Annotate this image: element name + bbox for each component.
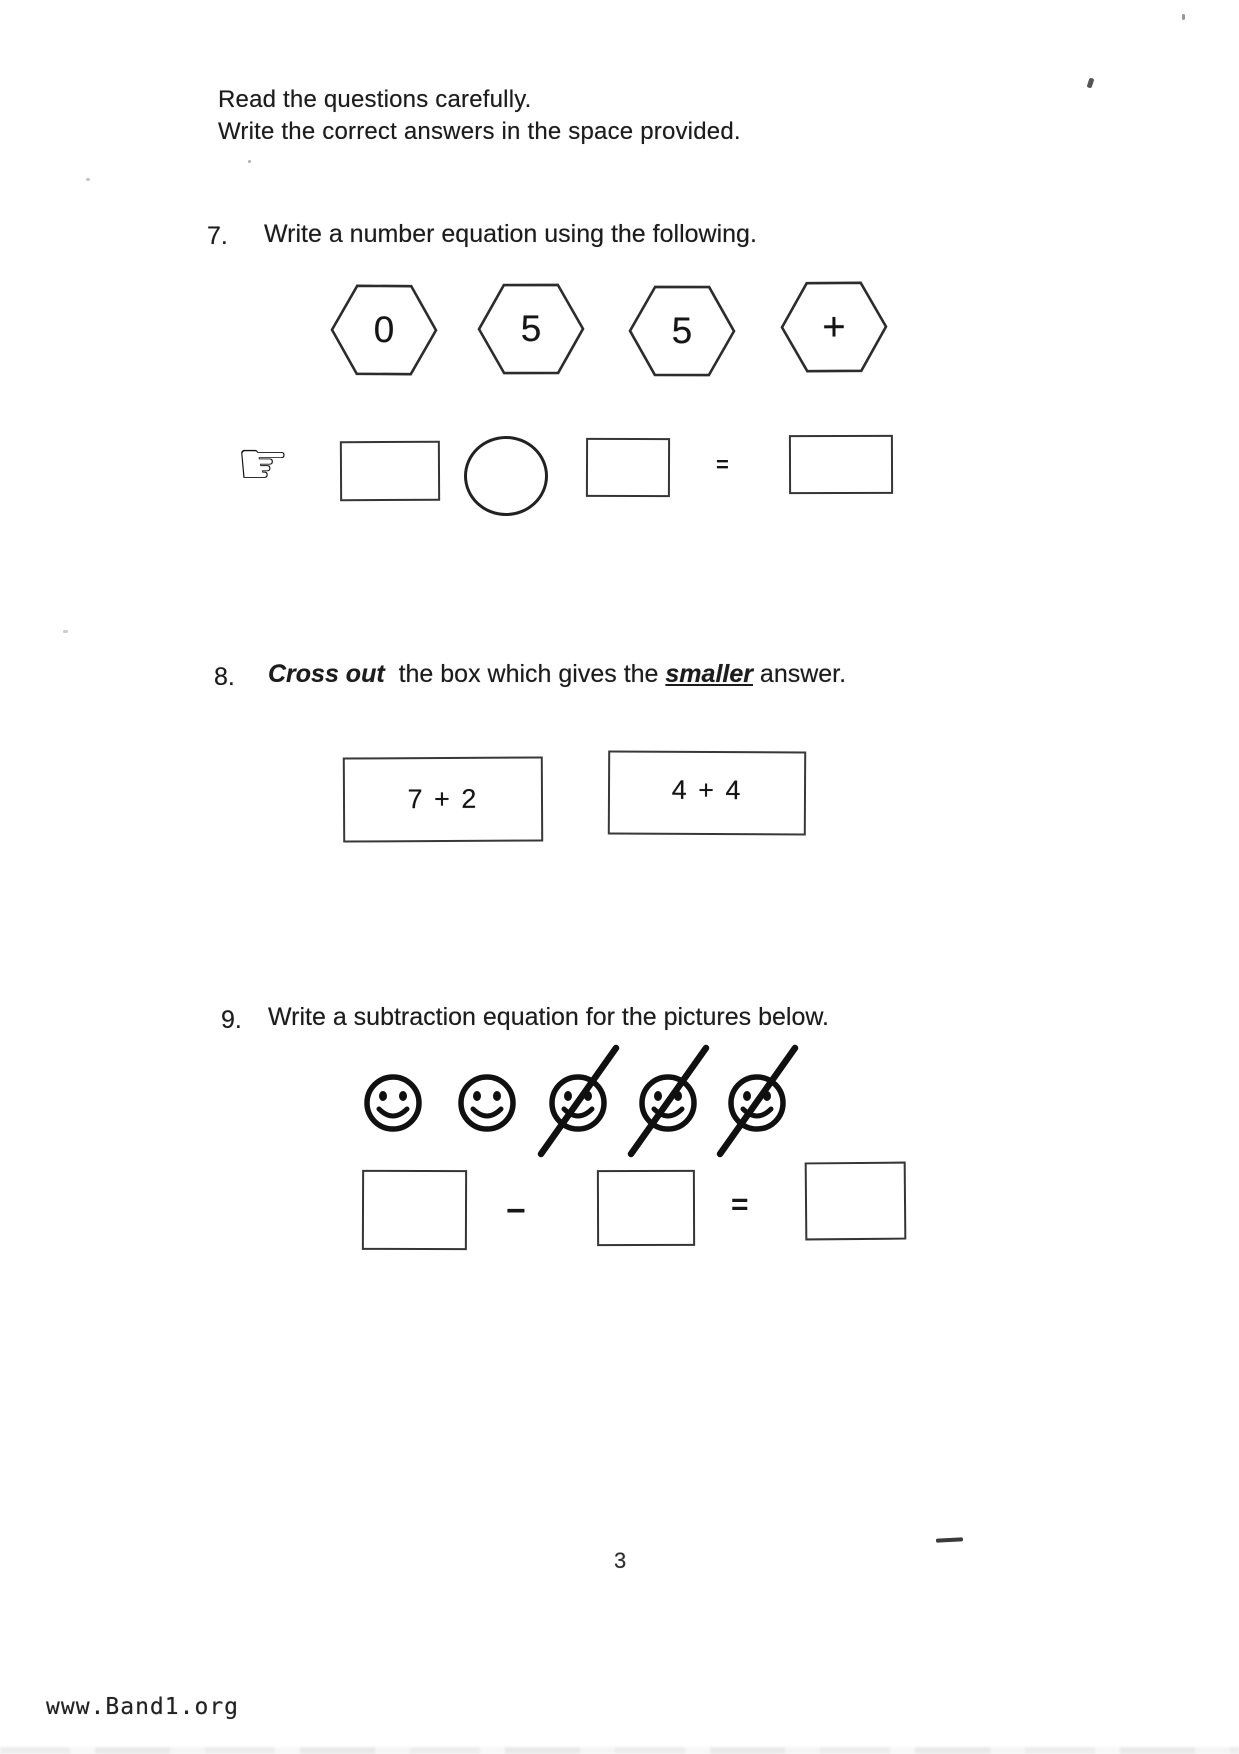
hexagon-value: +	[822, 304, 846, 349]
q9-answer-box-3	[805, 1162, 907, 1241]
q9-minus-sign: −	[506, 1192, 526, 1230]
footer-url: www.Band1.org	[46, 1694, 240, 1720]
crossed-smiley-icon	[707, 1037, 807, 1166]
q7-answer-box-2	[586, 438, 670, 497]
scan-dash-mark	[936, 1537, 963, 1542]
q9-answer-box-1	[362, 1170, 467, 1250]
q9-equals-sign: =	[731, 1188, 749, 1221]
q7-answer-box-3	[789, 435, 893, 494]
question-8-prompt-mid: the box which gives the	[384, 660, 666, 688]
hexagon-token-2	[628, 285, 736, 377]
question-9-number: 9.	[221, 1006, 242, 1034]
instruction-line-1: Read the questions carefully.	[218, 86, 532, 113]
question-7-number: 7.	[207, 222, 228, 250]
scan-speck	[1182, 14, 1185, 20]
hexagon-value: 5	[520, 307, 542, 350]
scan-speck	[1087, 77, 1095, 88]
crossed-smiley-icon	[618, 1037, 718, 1166]
hexagon-value: 0	[373, 308, 395, 351]
scan-bottom-edge	[0, 1747, 1239, 1754]
q7-equals-sign: =	[716, 452, 729, 477]
hexagon-value: 5	[671, 309, 693, 352]
q8-choice-box-2: 4 + 4	[608, 750, 806, 835]
scan-speck	[63, 630, 68, 633]
question-8-prompt-end: answer.	[752, 660, 847, 688]
page-number: 3	[614, 1548, 627, 1573]
scan-speck	[248, 160, 251, 163]
question-9-prompt: Write a subtraction equation for the pictures below.	[268, 1003, 829, 1031]
q9-answer-box-2	[597, 1170, 695, 1246]
q7-answer-box-1	[340, 441, 440, 502]
crossed-smiley-icon	[528, 1037, 628, 1166]
hexagon-token-3	[780, 281, 889, 374]
question-8-prompt	[268, 660, 846, 689]
pointing-hand-icon: ☞	[236, 430, 290, 497]
hexagon-token-1	[477, 283, 585, 375]
smiley-icon	[361, 1071, 425, 1140]
question-8-prompt-bold: Cross out	[268, 660, 385, 688]
hexagon-token-0	[330, 284, 438, 377]
question-8-prompt-underlined: smaller	[665, 660, 753, 688]
scan-speck	[86, 178, 90, 181]
instruction-line-2: Write the correct answers in the space provided.	[218, 118, 741, 145]
question-7-prompt: Write a number equation using the following.	[264, 220, 757, 248]
q8-choice-box-1: 7 + 2	[343, 756, 543, 842]
q7-answer-oval	[464, 436, 548, 516]
question-8-number: 8.	[214, 663, 235, 691]
smiley-icon	[455, 1071, 519, 1140]
